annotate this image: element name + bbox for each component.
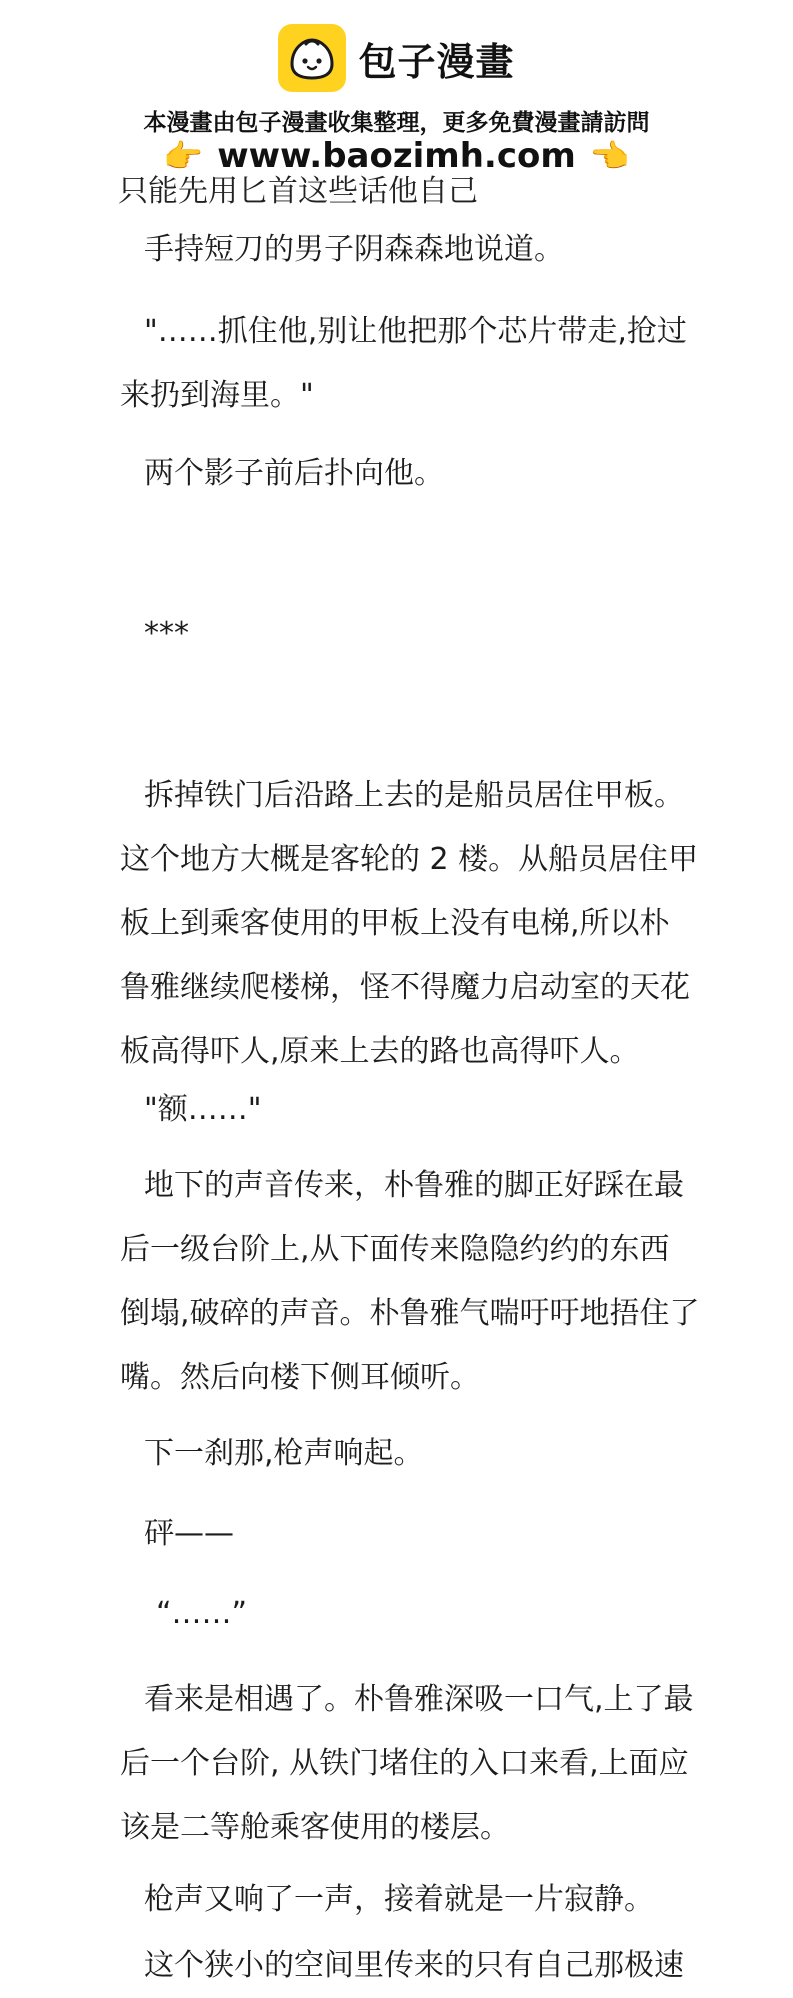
text-line: 嘴。然后向楼下侧耳倾听。 — [120, 1360, 480, 1395]
text-line: 鲁雅继续爬楼梯，怪不得魔力启动室的天花 — [120, 970, 690, 1005]
text-line: 砰—— — [144, 1516, 234, 1551]
paragraph — [120, 1868, 704, 1932]
logo-row[interactable] — [0, 24, 793, 92]
separator-text: *** — [144, 616, 189, 651]
paragraph — [120, 1422, 704, 1486]
paragraph — [120, 1668, 694, 1860]
text-line: 看来是相遇了。朴鲁雅深吸一口气,上了最 — [144, 1682, 694, 1717]
truncated-paragraph — [120, 1934, 704, 1983]
text-line: 这个地方大概是客轮的 2 楼。从船员居住甲 — [120, 842, 699, 877]
text-line: 拆掉铁门后沿路上去的是船员居住甲板。 — [144, 778, 684, 813]
text-line: 手持短刀的男子阴森森地说道。 — [144, 232, 564, 267]
text-line: 地下的声音传来，朴鲁雅的脚正好踩在最 — [144, 1168, 684, 1203]
paragraph — [120, 218, 704, 282]
paragraph — [120, 1582, 716, 1646]
site-header — [0, 0, 793, 178]
text-line: 后一个台阶, 从铁门堵住的入口来看,上面应 — [120, 1746, 689, 1781]
text-line: 这个狭小的空间里传来的只有自己那极速 — [144, 1948, 684, 1983]
text-line: "额……" — [144, 1092, 262, 1127]
paragraph — [120, 300, 687, 428]
text-line: 板上到乘客使用的甲板上没有电梯,所以朴 — [120, 906, 670, 941]
paragraph — [120, 442, 704, 506]
text-line: 后一级台阶上,从下面传来隐隐约约的东西 — [120, 1232, 670, 1267]
paragraph — [120, 1154, 700, 1410]
text-line: “……” — [156, 1596, 248, 1631]
paragraph — [120, 1078, 704, 1142]
section-separator — [120, 602, 704, 666]
text-line: 枪声又响了一声，接着就是一片寂静。 — [144, 1882, 654, 1917]
site-url-link[interactable]: www.baozimh.com — [217, 136, 576, 176]
bun-mascot-icon — [278, 24, 346, 92]
pointing-right-hand-icon: 👉 — [163, 137, 204, 175]
paragraph — [120, 1502, 704, 1566]
text-line: 来扔到海里。" — [120, 378, 314, 413]
truncated-text-line: 只能先用匕首这些话他自己 — [118, 174, 478, 209]
text-line: 两个影子前后扑向他。 — [144, 456, 444, 491]
text-line: "……抓住他,别让他把那个芯片带走,抢过 — [144, 314, 687, 349]
text-line: 倒塌,破碎的声音。朴鲁雅气喘吁吁地捂住了 — [120, 1296, 700, 1331]
text-line: 板高得吓人,原来上去的路也高得吓人。 — [120, 1034, 640, 1069]
text-line: 下一刹那,枪声响起。 — [144, 1436, 424, 1471]
pointing-left-hand-icon: 👈 — [589, 137, 630, 175]
site-logo-text: 包子漫畫 — [358, 39, 515, 84]
text-line: 该是二等舱乘客使用的楼层。 — [120, 1810, 510, 1845]
paragraph — [120, 764, 699, 1084]
site-tagline: 本漫畫由包子漫畫收集整理，更多免費漫畫請訪問 — [143, 110, 650, 136]
